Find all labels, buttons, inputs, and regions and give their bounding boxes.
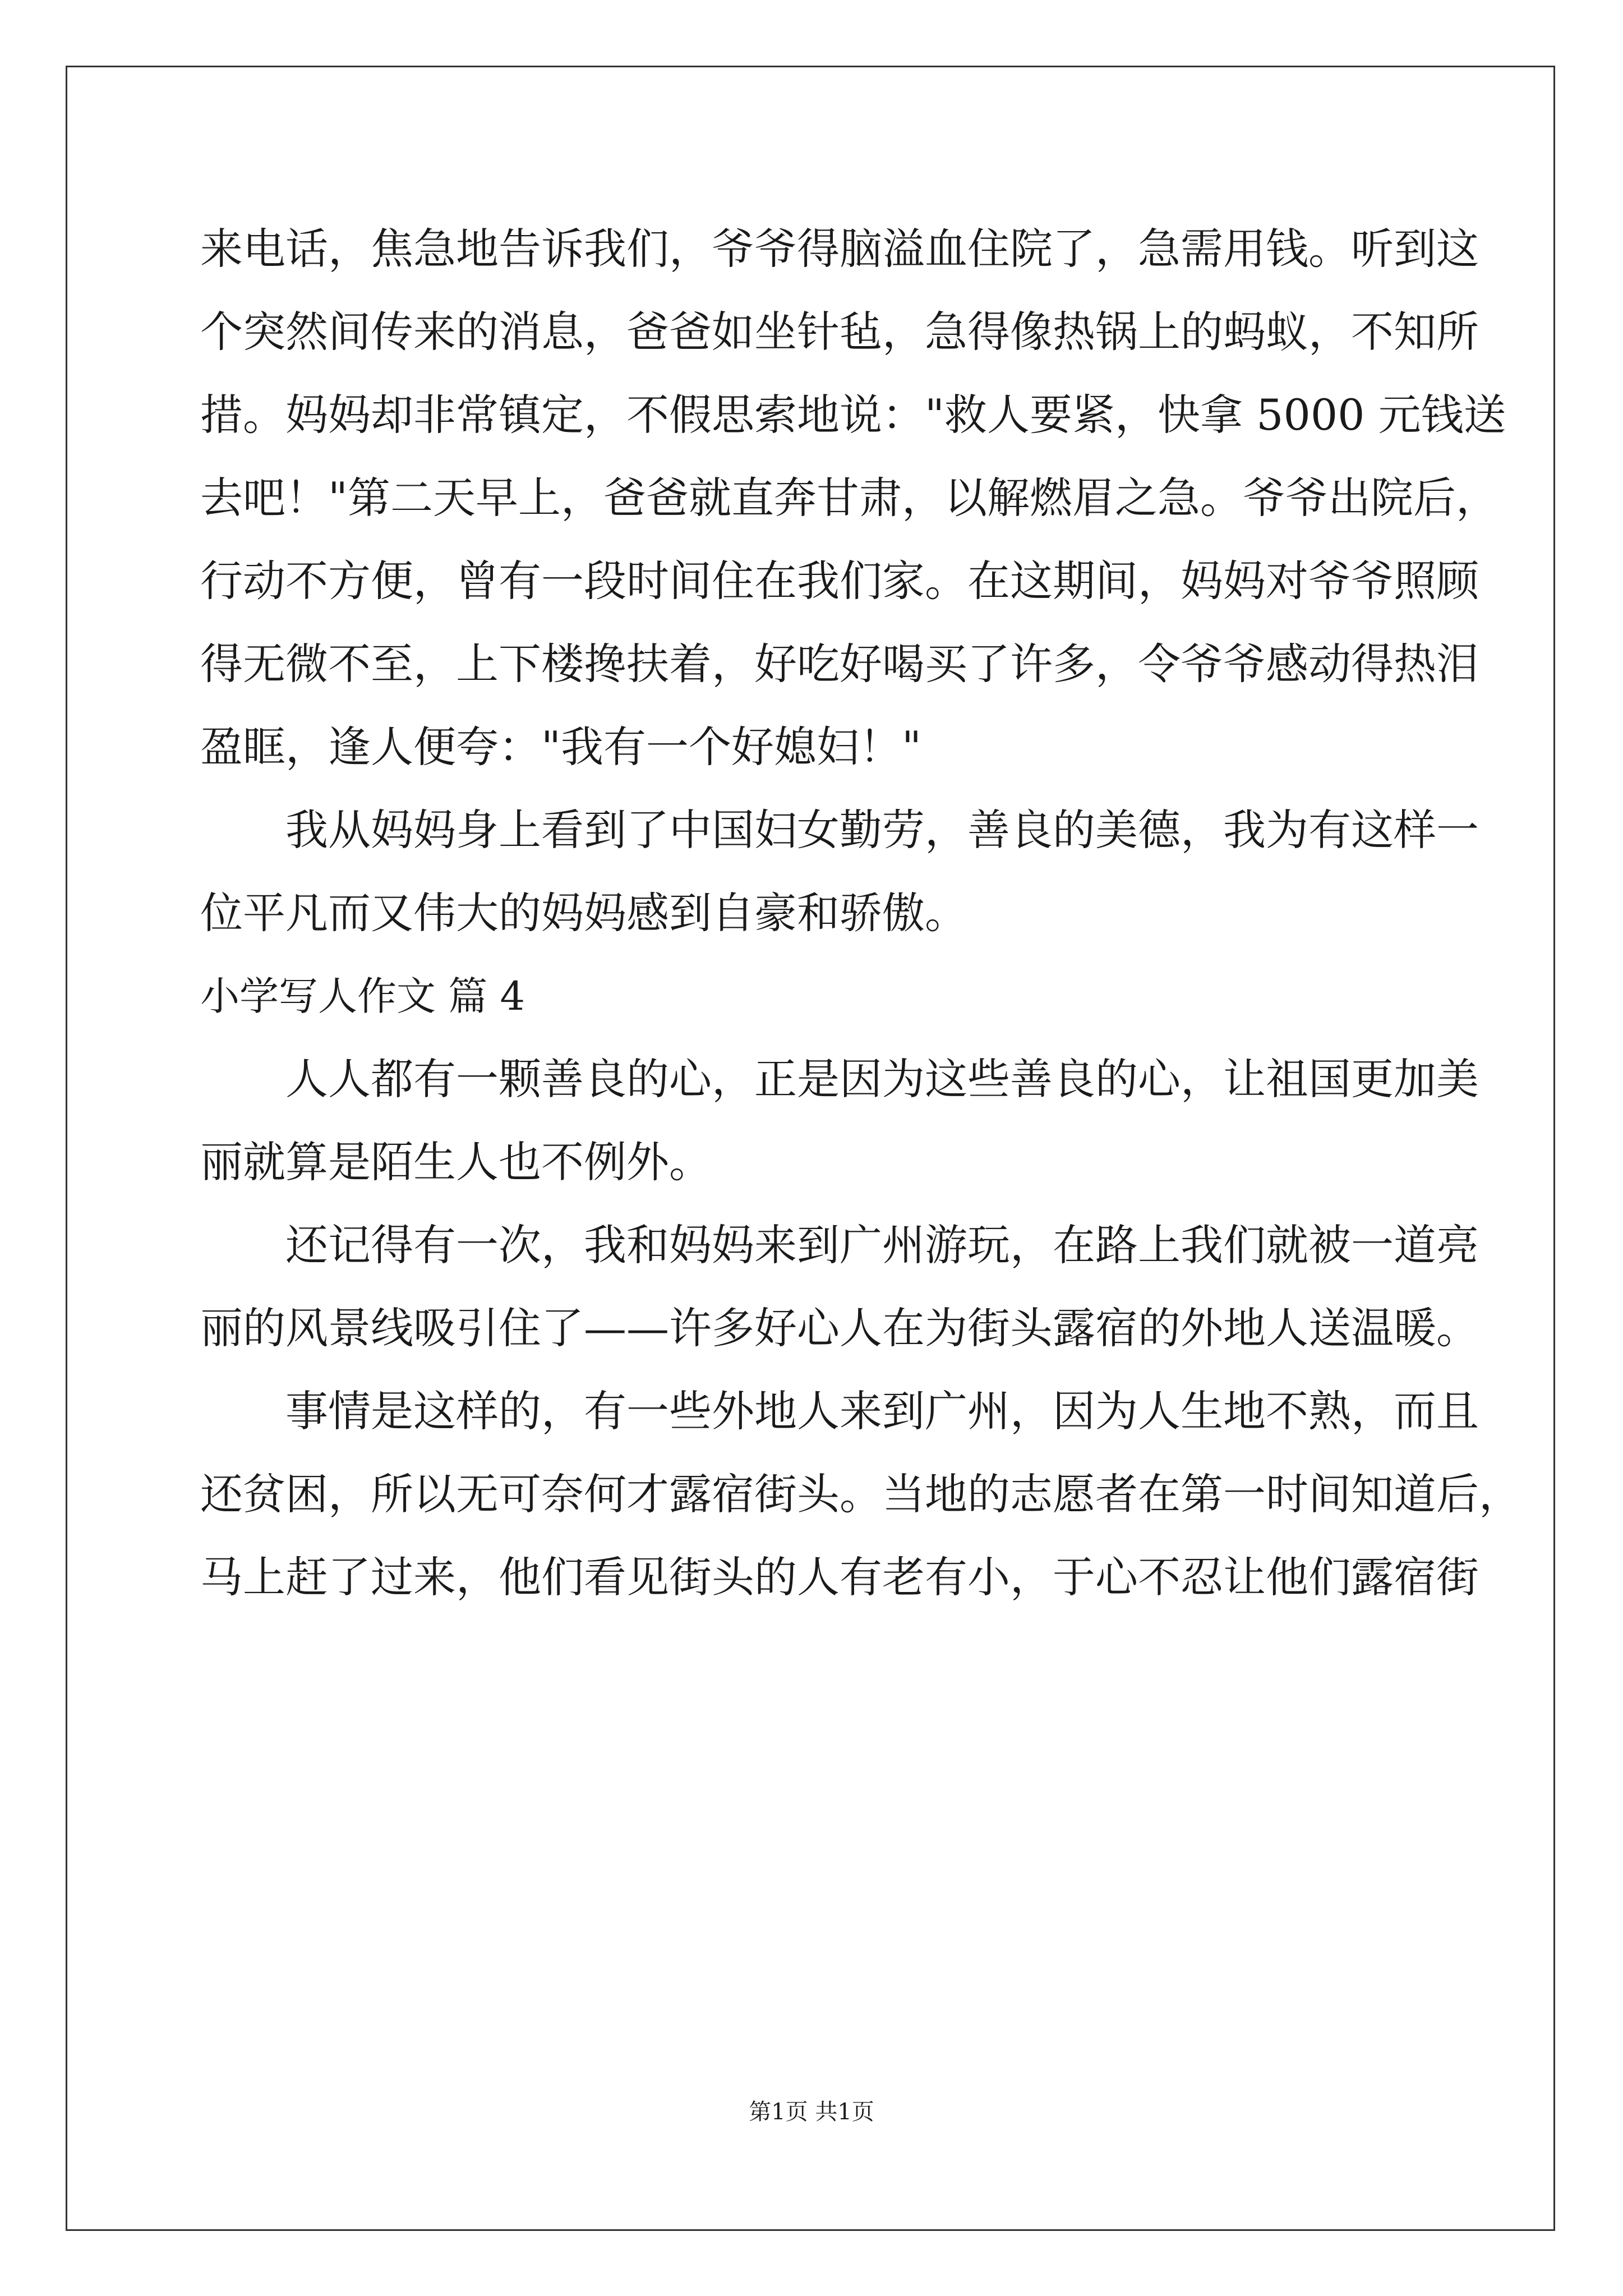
text-line: 盈眶，逢人便夸："我有一个好媳妇！" [200, 722, 921, 772]
paragraph-first-line: 人人都有一颗善良的心，正是因为这些善良的心，让祖国更加美 [285, 1054, 1479, 1104]
text-line: 措。妈妈却非常镇定，不假思索地说："救人要紧，快拿 5000 元钱送 [200, 390, 1506, 440]
section-heading: 小学写人作文 篇 4 [200, 973, 525, 1019]
text-line: 马上赶了过来，他们看见街头的人有老有小，于心不忍让他们露宿街 [200, 1552, 1479, 1602]
text-line: 去吧！"第二天早上，爸爸就直奔甘肃，以解燃眉之急。爷爷出院后， [200, 473, 1498, 523]
text-line: 还贫困，所以无可奈何才露宿街头。当地的志愿者在第一时间知道后， [200, 1469, 1521, 1519]
text-line: 丽的风景线吸引住了——许多好心人在为街头露宿的外地人送温暖。 [200, 1303, 1479, 1353]
document-body [200, 208, 1521, 1619]
text-line: 丽就算是陌生人也不例外。 [200, 1137, 712, 1187]
paragraph-first-line: 还记得有一次，我和妈妈来到广州游玩，在路上我们就被一道亮 [285, 1220, 1479, 1270]
text-line: 行动不方便，曾有一段时间住在我们家。在这期间，妈妈对爷爷照顾 [200, 556, 1479, 606]
text-line: 位平凡而又伟大的妈妈感到自豪和骄傲。 [200, 888, 967, 938]
text-line: 得无微不至，上下楼搀扶着，好吃好喝买了许多，令爷爷感动得热泪 [200, 639, 1479, 689]
text-line: 来电话，焦急地告诉我们，爷爷得脑溢血住院了，急需用钱。听到这 [200, 224, 1479, 274]
page-number-footer: 第1页 共1页 [749, 2099, 874, 2125]
paragraph-first-line: 我从妈妈身上看到了中国妇女勤劳，善良的美德，我为有这样一 [285, 805, 1479, 855]
text-line: 个突然间传来的消息，爸爸如坐针毡，急得像热锅上的蚂蚁，不知所 [200, 307, 1479, 357]
paragraph-first-line: 事情是这样的，有一些外地人来到广州，因为人生地不熟，而且 [285, 1386, 1479, 1436]
